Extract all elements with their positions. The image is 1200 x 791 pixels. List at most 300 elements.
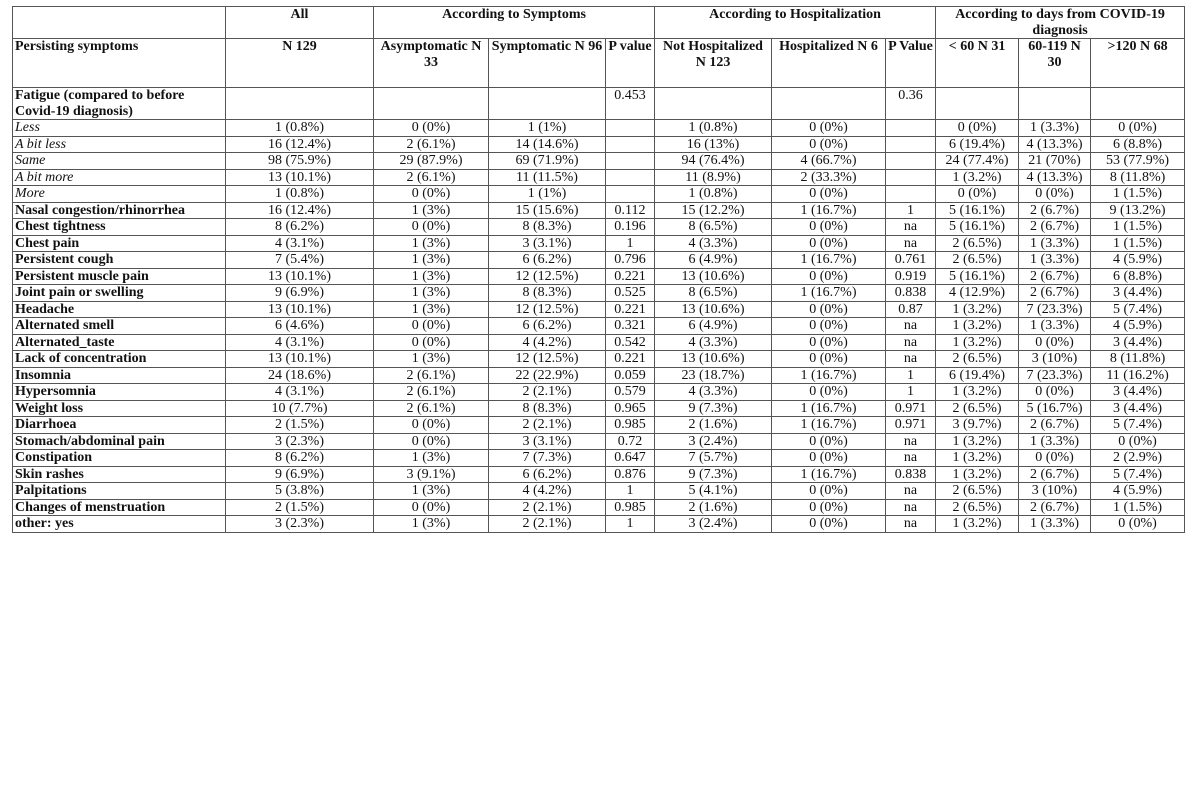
cell-p-value-hospitalization [886,120,936,137]
cell-symptomatic: 2 (2.1%) [489,516,606,533]
cell-asymptomatic: 1 (3%) [374,202,489,219]
cell-hospitalized: 1 (16.7%) [772,252,886,269]
cell-symptomatic: 6 (6.2%) [489,318,606,335]
table-row [13,351,1185,368]
cell-symptomatic: 1 (1%) [489,186,606,203]
cell-symptomatic: 11 (11.5%) [489,169,606,186]
cell-symptomatic: 6 (6.2%) [489,252,606,269]
cell-asymptomatic: 3 (9.1%) [374,466,489,483]
table-row [13,400,1185,417]
table-row [13,235,1185,252]
col-p-value-symptoms: P value [606,39,655,88]
cell-p-value-symptoms: 1 [606,235,655,252]
cell-60-119: 2 (6.7%) [1019,268,1091,285]
cell-lt-60: 0 (0%) [936,186,1019,203]
cell-symptomatic: 3 (3.1%) [489,433,606,450]
cell-not-hospitalized: 8 (6.5%) [655,219,772,236]
cell-p-value-symptoms: 0.876 [606,466,655,483]
cell-gt-120: 8 (11.8%) [1091,351,1185,368]
cell-not-hospitalized: 4 (3.3%) [655,235,772,252]
cell-hospitalized: 2 (33.3%) [772,169,886,186]
cell-p-value-symptoms: 0.196 [606,219,655,236]
cell-asymptomatic: 0 (0%) [374,219,489,236]
cell-p-value-hospitalization: 0.971 [886,417,936,434]
cell-symptomatic: 14 (14.6%) [489,136,606,153]
cell-not-hospitalized: 4 (3.3%) [655,334,772,351]
cell-p-value-hospitalization: 0.919 [886,268,936,285]
cell-symptomatic: 12 (12.5%) [489,301,606,318]
cell-60-119 [1019,88,1091,120]
cell-60-119: 2 (6.7%) [1019,285,1091,302]
table-container [12,6,1185,533]
cell-all: 5 (3.8%) [226,483,374,500]
cell-not-hospitalized: 5 (4.1%) [655,483,772,500]
group-all: All [226,7,374,39]
cell-p-value-symptoms: 0.579 [606,384,655,401]
row-label: More [13,186,226,203]
cell-p-value-hospitalization: 1 [886,367,936,384]
table-row [13,450,1185,467]
persisting-symptoms-table [12,6,1185,533]
cell-all [226,88,374,120]
cell-not-hospitalized: 1 (0.8%) [655,186,772,203]
cell-asymptomatic: 1 (3%) [374,285,489,302]
cell-gt-120: 1 (1.5%) [1091,235,1185,252]
cell-p-value-hospitalization [886,153,936,170]
cell-lt-60: 1 (3.2%) [936,334,1019,351]
cell-p-value-hospitalization: na [886,433,936,450]
cell-symptomatic: 12 (12.5%) [489,351,606,368]
cell-symptomatic: 2 (2.1%) [489,384,606,401]
table-row [13,433,1185,450]
cell-hospitalized: 0 (0%) [772,516,886,533]
cell-p-value-symptoms [606,169,655,186]
col-hospitalized: Hospitalized N 6 [772,39,886,88]
cell-60-119: 5 (16.7%) [1019,400,1091,417]
table-row [13,268,1185,285]
cell-hospitalized: 1 (16.7%) [772,466,886,483]
cell-60-119: 1 (3.3%) [1019,235,1091,252]
cell-p-value-symptoms: 0.221 [606,268,655,285]
cell-all: 1 (0.8%) [226,186,374,203]
cell-hospitalized: 0 (0%) [772,318,886,335]
cell-lt-60: 1 (3.2%) [936,301,1019,318]
cell-hospitalized: 0 (0%) [772,186,886,203]
cell-p-value-symptoms: 0.112 [606,202,655,219]
cell-lt-60 [936,88,1019,120]
cell-p-value-symptoms [606,136,655,153]
cell-gt-120: 4 (5.9%) [1091,318,1185,335]
row-label: Palpitations [13,483,226,500]
cell-not-hospitalized: 9 (7.3%) [655,400,772,417]
cell-gt-120: 3 (4.4%) [1091,400,1185,417]
cell-p-value-symptoms [606,186,655,203]
cell-gt-120: 1 (1.5%) [1091,499,1185,516]
cell-lt-60: 2 (6.5%) [936,252,1019,269]
cell-symptomatic: 8 (8.3%) [489,285,606,302]
cell-gt-120: 2 (2.9%) [1091,450,1185,467]
cell-p-value-hospitalization: 0.838 [886,285,936,302]
cell-p-value-hospitalization: na [886,450,936,467]
cell-p-value-symptoms: 0.985 [606,499,655,516]
row-label: Chest tightness [13,219,226,236]
cell-60-119: 21 (70%) [1019,153,1091,170]
cell-not-hospitalized: 9 (7.3%) [655,466,772,483]
cell-lt-60: 1 (3.2%) [936,466,1019,483]
cell-p-value-hospitalization: na [886,499,936,516]
cell-asymptomatic: 1 (3%) [374,516,489,533]
cell-gt-120: 0 (0%) [1091,120,1185,137]
col-gt-120-days: >120 N 68 [1091,39,1185,88]
cell-not-hospitalized: 13 (10.6%) [655,301,772,318]
cell-lt-60: 1 (3.2%) [936,450,1019,467]
cell-asymptomatic: 0 (0%) [374,334,489,351]
cell-all: 7 (5.4%) [226,252,374,269]
cell-60-119: 4 (13.3%) [1019,169,1091,186]
table-row [13,252,1185,269]
group-days: According to days from COVID-19 diagnosis [936,7,1185,39]
cell-all: 3 (2.3%) [226,516,374,533]
cell-60-119: 2 (6.7%) [1019,417,1091,434]
cell-symptomatic: 7 (7.3%) [489,450,606,467]
cell-p-value-symptoms [606,120,655,137]
cell-symptomatic: 2 (2.1%) [489,417,606,434]
cell-lt-60: 6 (19.4%) [936,367,1019,384]
cell-asymptomatic: 29 (87.9%) [374,153,489,170]
cell-asymptomatic: 2 (6.1%) [374,136,489,153]
cell-all: 13 (10.1%) [226,351,374,368]
table-row [13,384,1185,401]
cell-symptomatic: 12 (12.5%) [489,268,606,285]
cell-symptomatic: 22 (22.9%) [489,367,606,384]
column-header-row [13,39,1185,88]
cell-gt-120: 5 (7.4%) [1091,417,1185,434]
row-label: Less [13,120,226,137]
cell-not-hospitalized: 1 (0.8%) [655,120,772,137]
cell-p-value-symptoms: 0.796 [606,252,655,269]
cell-lt-60: 2 (6.5%) [936,235,1019,252]
table-row [13,334,1185,351]
cell-60-119: 0 (0%) [1019,186,1091,203]
table-row [13,219,1185,236]
row-label: Insomnia [13,367,226,384]
cell-not-hospitalized: 13 (10.6%) [655,268,772,285]
cell-asymptomatic: 2 (6.1%) [374,384,489,401]
table-row [13,318,1185,335]
cell-not-hospitalized: 8 (6.5%) [655,285,772,302]
cell-lt-60: 5 (16.1%) [936,202,1019,219]
cell-60-119: 3 (10%) [1019,351,1091,368]
cell-p-value-symptoms: 0.965 [606,400,655,417]
cell-asymptomatic: 0 (0%) [374,318,489,335]
table-row [13,516,1185,533]
cell-gt-120 [1091,88,1185,120]
cell-hospitalized: 0 (0%) [772,120,886,137]
row-label: other: yes [13,516,226,533]
cell-all: 24 (18.6%) [226,367,374,384]
cell-p-value-hospitalization: 0.36 [886,88,936,120]
cell-p-value-hospitalization: 1 [886,202,936,219]
cell-60-119: 2 (6.7%) [1019,202,1091,219]
cell-asymptomatic: 0 (0%) [374,120,489,137]
row-label: Hypersomnia [13,384,226,401]
row-label: Alternated smell [13,318,226,335]
group-symptoms: According to Symptoms [374,7,655,39]
cell-p-value-symptoms: 0.221 [606,351,655,368]
cell-p-value-hospitalization: 0.971 [886,400,936,417]
cell-symptomatic: 15 (15.6%) [489,202,606,219]
cell-lt-60: 2 (6.5%) [936,351,1019,368]
cell-p-value-hospitalization: na [886,318,936,335]
cell-hospitalized: 1 (16.7%) [772,367,886,384]
cell-all: 2 (1.5%) [226,417,374,434]
cell-p-value-symptoms: 0.059 [606,367,655,384]
row-label: A bit less [13,136,226,153]
cell-gt-120: 5 (7.4%) [1091,301,1185,318]
cell-lt-60: 6 (19.4%) [936,136,1019,153]
cell-all: 6 (4.6%) [226,318,374,335]
cell-gt-120: 9 (13.2%) [1091,202,1185,219]
cell-asymptomatic [374,88,489,120]
cell-60-119: 1 (3.3%) [1019,252,1091,269]
group-hospitalization: According to Hospitalization [655,7,936,39]
cell-gt-120: 4 (5.9%) [1091,483,1185,500]
table-row [13,169,1185,186]
cell-asymptomatic: 1 (3%) [374,450,489,467]
cell-symptomatic: 4 (4.2%) [489,334,606,351]
cell-all: 2 (1.5%) [226,499,374,516]
table-body [13,88,1185,533]
cell-p-value-symptoms: 0.453 [606,88,655,120]
row-label: Constipation [13,450,226,467]
cell-p-value-hospitalization: na [886,351,936,368]
cell-hospitalized [772,88,886,120]
cell-hospitalized: 4 (66.7%) [772,153,886,170]
cell-lt-60: 2 (6.5%) [936,483,1019,500]
header-blank [13,7,226,39]
cell-asymptomatic: 1 (3%) [374,483,489,500]
cell-hospitalized: 0 (0%) [772,301,886,318]
cell-p-value-symptoms: 0.647 [606,450,655,467]
cell-not-hospitalized: 11 (8.9%) [655,169,772,186]
cell-not-hospitalized: 6 (4.9%) [655,318,772,335]
col-p-value-hospitalization: P Value [886,39,936,88]
cell-lt-60: 5 (16.1%) [936,219,1019,236]
cell-p-value-symptoms: 0.542 [606,334,655,351]
cell-hospitalized: 0 (0%) [772,483,886,500]
cell-not-hospitalized: 7 (5.7%) [655,450,772,467]
cell-lt-60: 1 (3.2%) [936,318,1019,335]
cell-hospitalized: 0 (0%) [772,219,886,236]
cell-gt-120: 6 (8.8%) [1091,136,1185,153]
cell-p-value-symptoms: 0.72 [606,433,655,450]
col-persisting-symptoms: Persisting symptoms [13,39,226,88]
cell-symptomatic [489,88,606,120]
cell-lt-60: 1 (3.2%) [936,433,1019,450]
row-label: Chest pain [13,235,226,252]
cell-p-value-symptoms: 0.221 [606,301,655,318]
cell-symptomatic: 69 (71.9%) [489,153,606,170]
cell-asymptomatic: 0 (0%) [374,417,489,434]
cell-p-value-symptoms: 1 [606,516,655,533]
cell-60-119: 2 (6.7%) [1019,466,1091,483]
cell-60-119: 1 (3.3%) [1019,516,1091,533]
cell-asymptomatic: 2 (6.1%) [374,400,489,417]
cell-hospitalized: 1 (16.7%) [772,400,886,417]
cell-all: 8 (6.2%) [226,450,374,467]
cell-lt-60: 1 (3.2%) [936,384,1019,401]
cell-lt-60: 0 (0%) [936,120,1019,137]
col-60-119-days: 60-119 N 30 [1019,39,1091,88]
cell-asymptomatic: 0 (0%) [374,186,489,203]
cell-symptomatic: 8 (8.3%) [489,219,606,236]
cell-symptomatic: 4 (4.2%) [489,483,606,500]
cell-hospitalized: 0 (0%) [772,499,886,516]
cell-gt-120: 11 (16.2%) [1091,367,1185,384]
cell-60-119: 0 (0%) [1019,450,1091,467]
cell-60-119: 1 (3.3%) [1019,433,1091,450]
col-symptomatic: Symptomatic N 96 [489,39,606,88]
cell-p-value-hospitalization: 0.87 [886,301,936,318]
table-row [13,466,1185,483]
cell-gt-120: 1 (1.5%) [1091,219,1185,236]
cell-all: 16 (12.4%) [226,136,374,153]
cell-not-hospitalized: 3 (2.4%) [655,516,772,533]
cell-not-hospitalized: 15 (12.2%) [655,202,772,219]
cell-p-value-hospitalization [886,169,936,186]
cell-60-119: 2 (6.7%) [1019,219,1091,236]
table-row [13,88,1185,120]
cell-lt-60: 2 (6.5%) [936,499,1019,516]
cell-60-119: 1 (3.3%) [1019,120,1091,137]
cell-60-119: 7 (23.3%) [1019,301,1091,318]
table-row [13,417,1185,434]
cell-p-value-hospitalization: na [886,235,936,252]
cell-all: 13 (10.1%) [226,301,374,318]
row-label: Weight loss [13,400,226,417]
cell-all: 1 (0.8%) [226,120,374,137]
cell-symptomatic: 3 (3.1%) [489,235,606,252]
cell-p-value-hospitalization: na [886,516,936,533]
table-row [13,186,1185,203]
cell-all: 9 (6.9%) [226,285,374,302]
row-label: Persistent cough [13,252,226,269]
col-not-hospitalized: Not Hospitalized N 123 [655,39,772,88]
cell-not-hospitalized: 3 (2.4%) [655,433,772,450]
cell-lt-60: 1 (3.2%) [936,169,1019,186]
group-header-row [13,7,1185,39]
cell-all: 4 (3.1%) [226,235,374,252]
table-row [13,483,1185,500]
cell-gt-120: 5 (7.4%) [1091,466,1185,483]
cell-lt-60: 24 (77.4%) [936,153,1019,170]
cell-gt-120: 1 (1.5%) [1091,186,1185,203]
cell-60-119: 0 (0%) [1019,384,1091,401]
cell-lt-60: 1 (3.2%) [936,516,1019,533]
cell-p-value-symptoms [606,153,655,170]
row-label: Persistent muscle pain [13,268,226,285]
cell-not-hospitalized: 94 (76.4%) [655,153,772,170]
cell-symptomatic: 8 (8.3%) [489,400,606,417]
cell-60-119: 7 (23.3%) [1019,367,1091,384]
cell-not-hospitalized [655,88,772,120]
cell-p-value-symptoms: 0.525 [606,285,655,302]
cell-all: 9 (6.9%) [226,466,374,483]
cell-hospitalized: 0 (0%) [772,433,886,450]
row-label: Headache [13,301,226,318]
cell-hospitalized: 1 (16.7%) [772,285,886,302]
cell-symptomatic: 1 (1%) [489,120,606,137]
cell-gt-120: 3 (4.4%) [1091,384,1185,401]
cell-all: 10 (7.7%) [226,400,374,417]
cell-p-value-hospitalization: 0.761 [886,252,936,269]
cell-asymptomatic: 1 (3%) [374,268,489,285]
col-asymptomatic: Asymptomatic N 33 [374,39,489,88]
cell-symptomatic: 6 (6.2%) [489,466,606,483]
cell-not-hospitalized: 13 (10.6%) [655,351,772,368]
cell-hospitalized: 0 (0%) [772,351,886,368]
table-row [13,153,1185,170]
col-lt-60-days: < 60 N 31 [936,39,1019,88]
cell-gt-120: 6 (8.8%) [1091,268,1185,285]
col-all-n: N 129 [226,39,374,88]
cell-hospitalized: 0 (0%) [772,334,886,351]
cell-gt-120: 8 (11.8%) [1091,169,1185,186]
cell-asymptomatic: 1 (3%) [374,351,489,368]
cell-hospitalized: 0 (0%) [772,235,886,252]
cell-not-hospitalized: 2 (1.6%) [655,499,772,516]
row-label: Stomach/abdominal pain [13,433,226,450]
cell-asymptomatic: 1 (3%) [374,252,489,269]
row-label: A bit more [13,169,226,186]
cell-p-value-symptoms: 0.985 [606,417,655,434]
cell-asymptomatic: 1 (3%) [374,301,489,318]
cell-gt-120: 4 (5.9%) [1091,252,1185,269]
cell-p-value-symptoms: 1 [606,483,655,500]
cell-lt-60: 3 (9.7%) [936,417,1019,434]
cell-hospitalized: 0 (0%) [772,450,886,467]
cell-p-value-hospitalization: na [886,483,936,500]
cell-asymptomatic: 2 (6.1%) [374,169,489,186]
table-row [13,120,1185,137]
cell-gt-120: 0 (0%) [1091,516,1185,533]
row-label: Diarrhoea [13,417,226,434]
row-label: Alternated_taste [13,334,226,351]
cell-symptomatic: 2 (2.1%) [489,499,606,516]
cell-gt-120: 0 (0%) [1091,433,1185,450]
cell-asymptomatic: 0 (0%) [374,433,489,450]
cell-all: 98 (75.9%) [226,153,374,170]
table-row [13,285,1185,302]
cell-60-119: 0 (0%) [1019,334,1091,351]
cell-all: 16 (12.4%) [226,202,374,219]
cell-all: 4 (3.1%) [226,384,374,401]
row-label: Nasal congestion/rhinorrhea [13,202,226,219]
cell-asymptomatic: 0 (0%) [374,499,489,516]
cell-hospitalized: 0 (0%) [772,384,886,401]
cell-hospitalized: 1 (16.7%) [772,202,886,219]
cell-not-hospitalized: 2 (1.6%) [655,417,772,434]
cell-60-119: 3 (10%) [1019,483,1091,500]
row-label: Changes of menstruation [13,499,226,516]
row-label: Joint pain or swelling [13,285,226,302]
cell-gt-120: 53 (77.9%) [1091,153,1185,170]
cell-p-value-symptoms: 0.321 [606,318,655,335]
cell-lt-60: 4 (12.9%) [936,285,1019,302]
cell-hospitalized: 0 (0%) [772,268,886,285]
cell-60-119: 2 (6.7%) [1019,499,1091,516]
cell-all: 8 (6.2%) [226,219,374,236]
